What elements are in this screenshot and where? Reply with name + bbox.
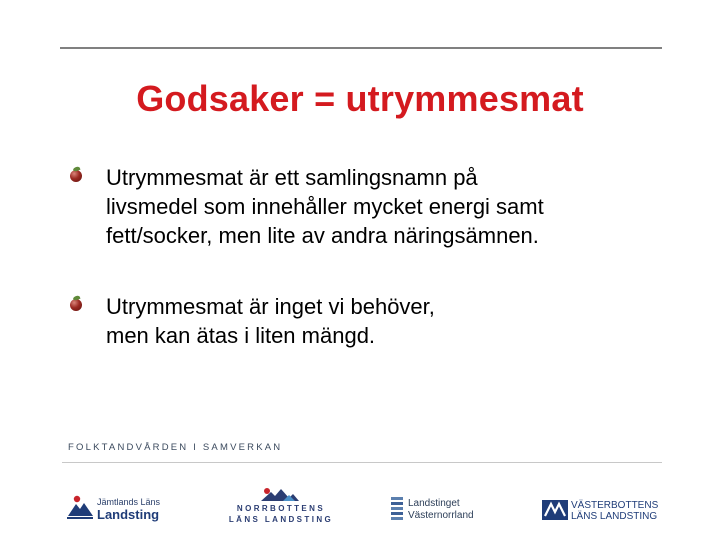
logo-line2: Västernorrland (408, 510, 474, 521)
jamtland-logo-icon (66, 494, 94, 520)
norrbotten-logo-icon (259, 486, 301, 502)
logo-line1: Jämtlands Läns (97, 497, 161, 507)
logo-line2: LÄNS LANDSTING (571, 511, 658, 522)
vasternorrland-logo-icon (390, 496, 404, 522)
vasternorrland-logo (388, 486, 498, 526)
top-divider (60, 47, 662, 49)
footer-divider (62, 462, 662, 463)
bullet-line: Utrymmesmat är ett samlingsnamn på (106, 165, 478, 190)
vasterbotten-logo-icon (542, 500, 568, 520)
jamtland-logo (64, 486, 194, 526)
logo-line1: VÄSTERBOTTENS (571, 500, 659, 511)
apple-icon (70, 299, 82, 311)
bullet-line: men kan ätas i liten mängd. (106, 323, 376, 348)
bullet-line: fett/socker, men lite av andra näringsämnen. (106, 223, 539, 248)
bullet-text (106, 163, 544, 250)
logo-line1: NORRBOTTENS (236, 504, 326, 513)
vasterbotten-logo (542, 486, 664, 526)
bullet-line: Utrymmesmat är inget vi behöver, (106, 294, 435, 319)
logo-line1: Landstinget (408, 498, 460, 509)
logo-line2: Landsting (97, 507, 160, 522)
bullet-line: livsmedel som innehåller mycket energi samt (106, 194, 544, 219)
bullet-text (106, 292, 435, 350)
footer-label: FOLKTANDVÅRDEN I SAMVERKAN (68, 442, 283, 453)
apple-icon (70, 170, 82, 182)
slide-title: Godsaker = utrymmesmat (136, 78, 584, 119)
logo-line2: LÄNS LANDSTING (228, 515, 334, 524)
norrbotten-logo (226, 486, 336, 526)
